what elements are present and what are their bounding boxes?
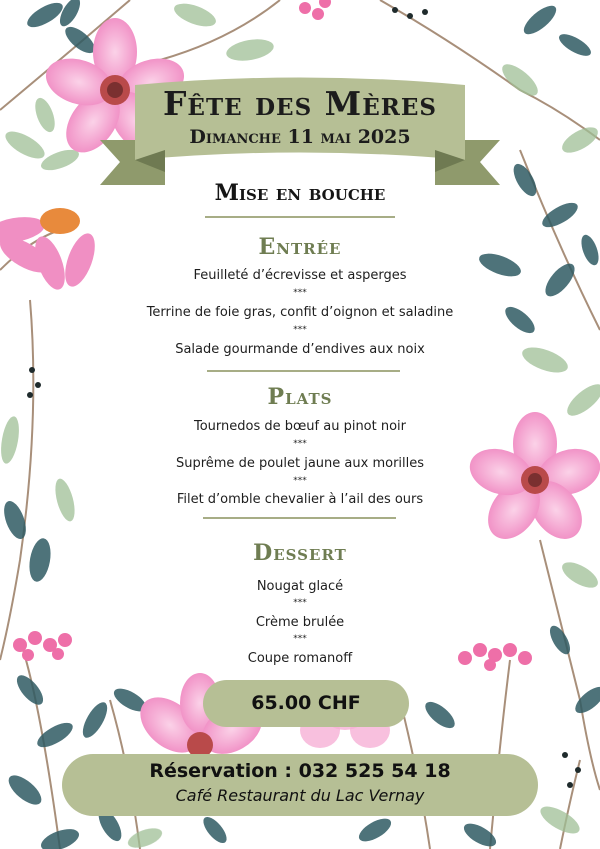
divider <box>205 216 395 218</box>
separator: *** <box>293 634 307 644</box>
menu-item: Salade gourmande d’endives aux noix <box>175 342 425 357</box>
separator: *** <box>293 598 307 608</box>
reservation-banner <box>62 754 538 816</box>
menu-item: Filet d’omble chevalier à l’ail des ours <box>176 492 424 507</box>
menu-item: Crème brulée <box>255 615 345 630</box>
price-badge: 65.00 CHF <box>203 680 409 727</box>
section-title-entree: Entrée <box>258 234 342 260</box>
restaurant-name: Café Restaurant du Lac Vernay <box>175 786 425 805</box>
menu-item: Tournedos de bœuf au pinot noir <box>193 419 407 434</box>
separator: *** <box>293 325 307 335</box>
divider <box>203 517 396 519</box>
title-banner <box>100 78 500 188</box>
menu-item: Nougat glacé <box>256 579 344 594</box>
menu-item: Feuilleté d’écrevisse et asperges <box>193 268 407 283</box>
section-title-plats: Plats <box>267 384 333 410</box>
event-date: Dimanche 11 mai 2025 <box>189 126 411 148</box>
menu-item: Suprême de poulet jaune aux morilles <box>175 456 425 471</box>
menu-item: Coupe romanoff <box>247 651 353 666</box>
amuse-bouche-heading: Mise en bouche <box>214 180 386 206</box>
separator: *** <box>293 288 307 298</box>
section-title-dessert: Dessert <box>253 540 347 566</box>
reservation-phone: Réservation : 032 525 54 18 <box>149 760 451 782</box>
page-title: Fête des Mères <box>163 84 437 123</box>
separator: *** <box>293 476 307 486</box>
menu-item: Terrine de foie gras, confit d’oignon et saladine <box>146 305 454 320</box>
divider <box>207 370 400 372</box>
separator: *** <box>293 439 307 449</box>
